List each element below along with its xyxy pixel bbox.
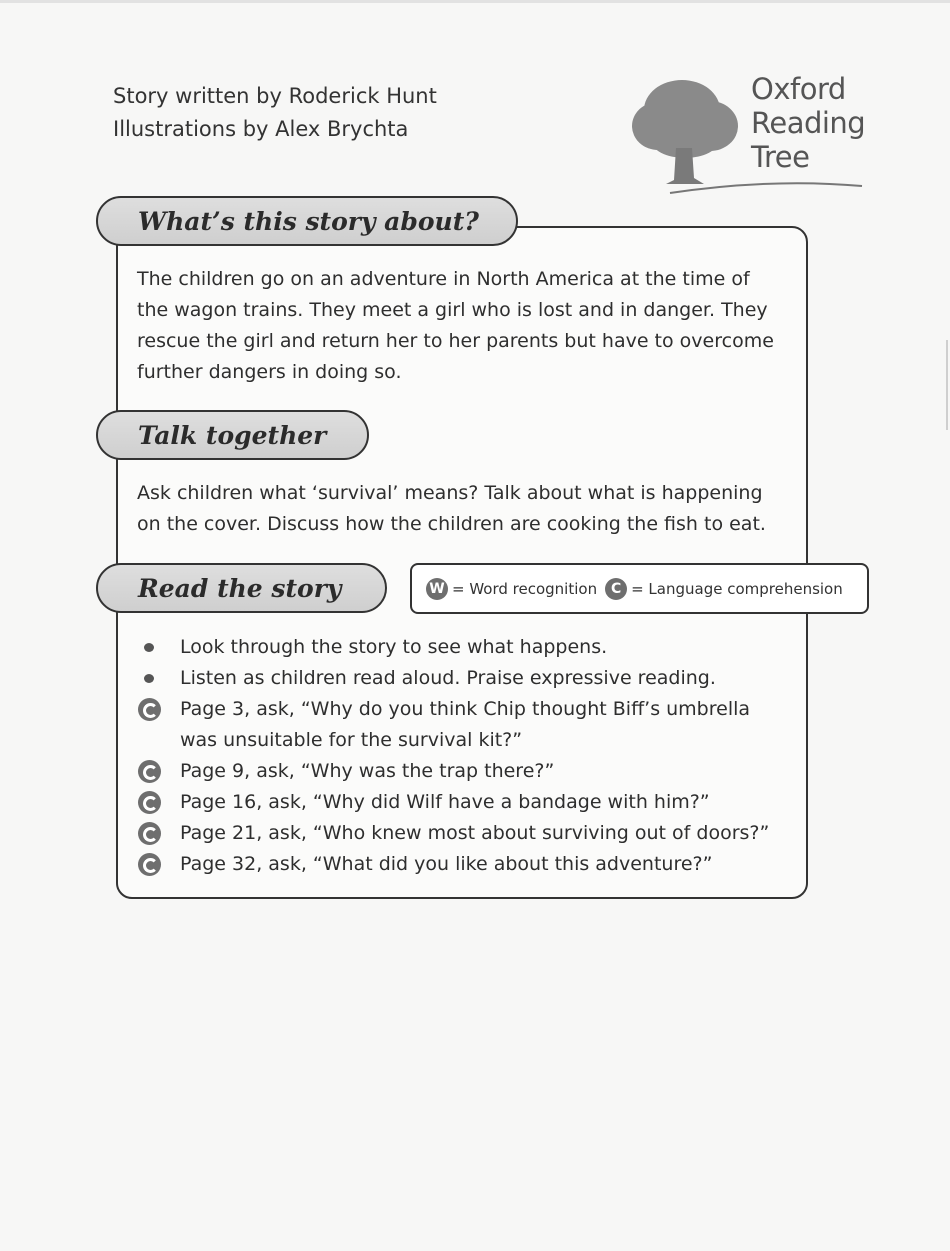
about-line: the wagon trains. They meet a girl who is lost and in danger. They — [137, 299, 768, 321]
about-line: rescue the girl and return her to her parents but have to overcome — [137, 330, 774, 352]
section-heading-read: Read the story — [96, 563, 387, 613]
comprehension-icon — [138, 853, 161, 876]
logo-line-3: Tree — [751, 140, 810, 174]
w-key-label: = Word recognition — [452, 579, 598, 598]
talk-line: Ask children what ‘survival’ means? Talk about what is happening — [137, 482, 763, 504]
list-item-text: Page 32, ask, “What did you like about this adventure?” — [180, 853, 713, 875]
comprehension-icon — [138, 698, 161, 721]
page-edge-mark — [946, 340, 948, 430]
bullet-icon — [144, 674, 154, 683]
list-item-text-continued: was unsuitable for the survival kit?” — [180, 729, 523, 751]
comprehension-icon — [138, 760, 161, 783]
list-item-text: Look through the story to see what happens. — [180, 636, 608, 658]
list-item-text: Listen as children read aloud. Praise expressive reading. — [180, 667, 716, 689]
about-paragraph — [137, 264, 774, 388]
c-badge-icon: C — [605, 578, 627, 600]
list-item-text: Page 16, ask, “Why did Wilf have a bandage with him?” — [180, 791, 710, 813]
bullet-icon — [144, 643, 154, 652]
talk-line: on the cover. Discuss how the children are cooking the fish to eat. — [137, 513, 766, 535]
about-line: The children go on an adventure in North America at the time of — [137, 268, 750, 290]
illustrator-credit: Illustrations by Alex Brychta — [113, 117, 409, 141]
icon-key — [410, 563, 869, 614]
list-item-text: Page 9, ask, “Why was the trap there?” — [180, 760, 555, 782]
logo-wordmark — [751, 72, 865, 174]
list-item-text: Page 21, ask, “Who knew most about surviving out of doors?” — [180, 822, 770, 844]
logo-line-2: Reading — [751, 106, 866, 140]
list-item-text: Page 3, ask, “Why do you think Chip thought Biff’s umbrella — [180, 698, 751, 720]
logo-line-1: Oxford — [751, 72, 846, 106]
about-line: further dangers in doing so. — [137, 361, 402, 383]
talk-paragraph — [137, 478, 766, 540]
section-heading-about: What’s this story about? — [96, 196, 518, 246]
credits — [113, 80, 437, 146]
w-badge-icon: W — [426, 578, 448, 600]
oxford-reading-tree-logo — [630, 68, 880, 198]
page-top-edge — [0, 0, 950, 3]
c-key-label: = Language comprehension — [631, 579, 843, 598]
author-credit: Story written by Roderick Hunt — [113, 84, 437, 108]
section-heading-talk: Talk together — [96, 410, 369, 460]
comprehension-icon — [138, 822, 161, 845]
comprehension-icon — [138, 791, 161, 814]
